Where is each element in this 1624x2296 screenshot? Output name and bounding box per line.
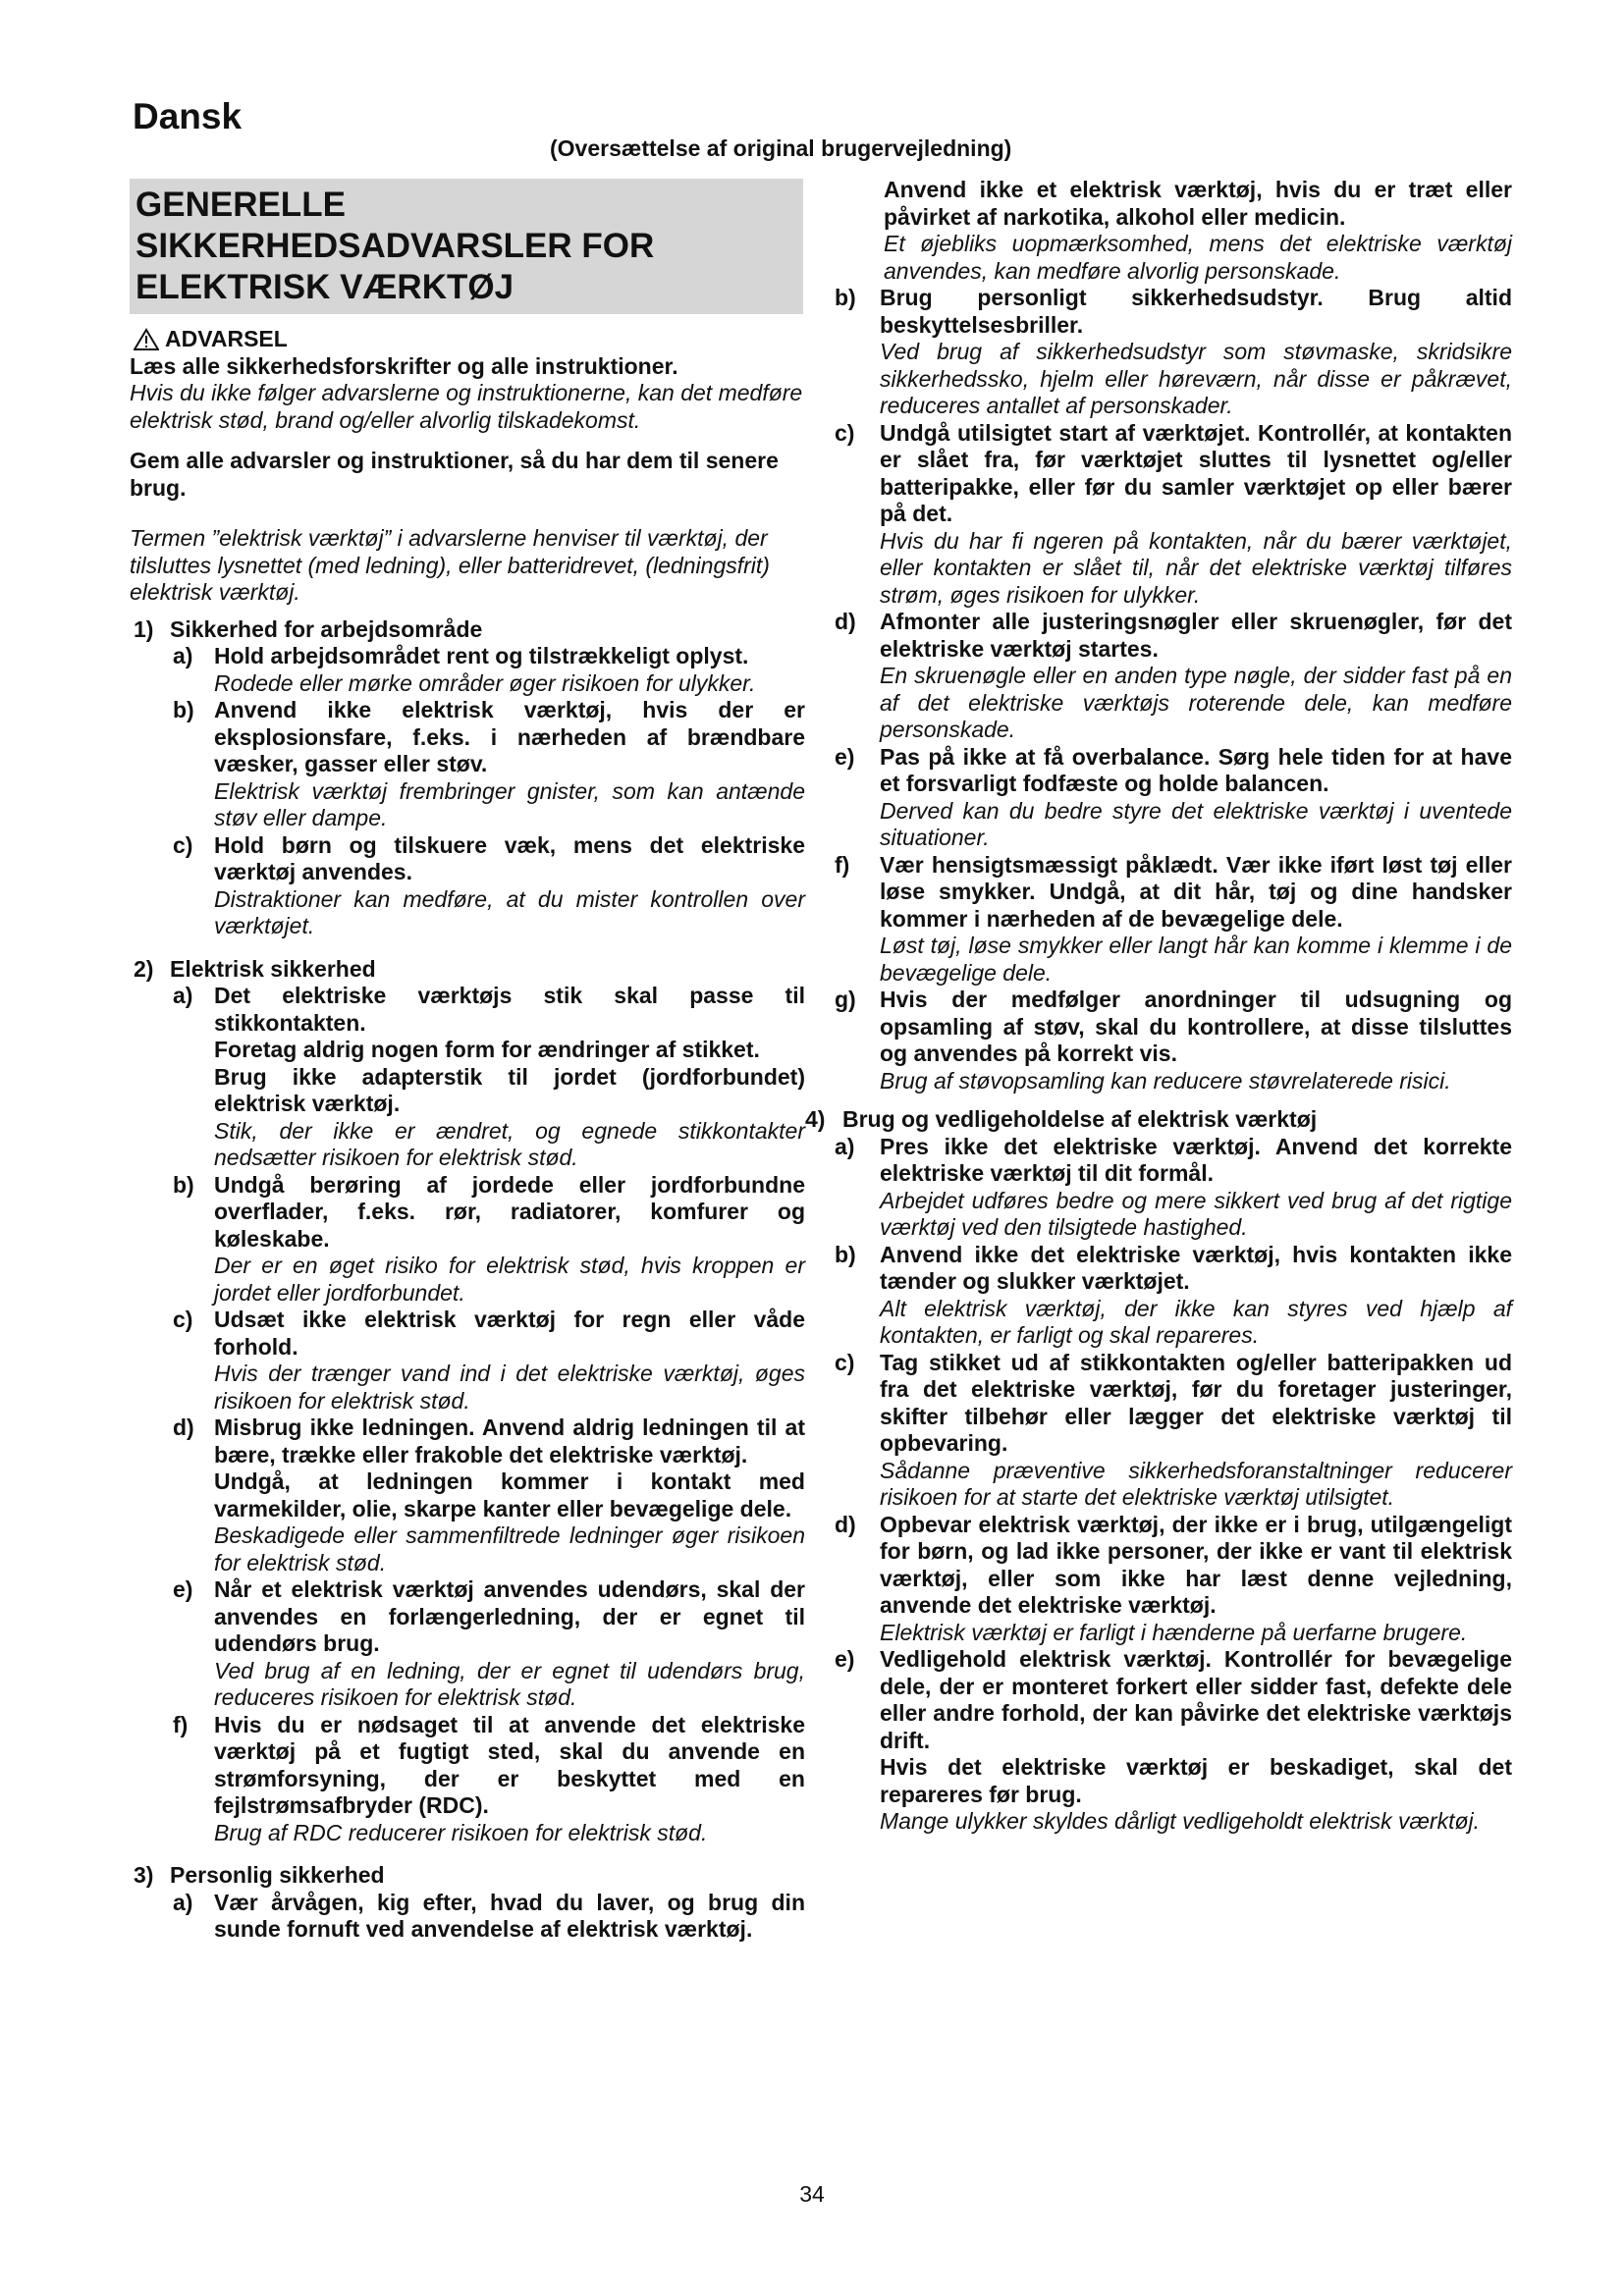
section-banner: [130, 179, 803, 314]
list-item: d) Opbevar elektrisk værktøj, der ikke er i brug, utilgængeligt for børn, og lad ikke personer, der ikke er vant til elektrisk værktøj, eller som ikke har læst denne vejledning, anvende det elektriske værktøj. Elektrisk værktøj er farligt i hænderne på uerfarne brugere.: [835, 1511, 1512, 1645]
section-heading: 4) Brug og vedligeholdelse af elektrisk værktøj: [805, 1106, 1318, 1132]
list-item: f) Hvis du er nødsaget til at anvende det elektriske værktøj på et fugtigt sted, skal du anvende en strømforsyning, der er beskyttet med en fejlstrømsafbryder (RDC). Brug af RDC reducerer risikoen for elektrisk stød.: [173, 1711, 805, 1845]
banner-line: ELEKTRISK VÆRKTØJ: [135, 268, 514, 306]
section-heading: 3) Personlig sikkerhed: [134, 1862, 385, 1888]
warning-text: Termen ”elektrisk værktøj” i advarslerne henviser til værktøj, der tilsluttes lysnettet (med ledning), eller batteridrevet, (ledningsfrit) elektrisk værktøj.: [130, 525, 770, 605]
list-item: c) Tag stikket ud af stikkontakten og/eller batteripakken ud fra det elektriske værktøj, før du foretager justeringer, skifter tilbehør eller lægger det elektriske værktøj til opbevaring. Sådanne præventive sikkerhedsforanstaltninger reducerer risikoen for at starte det elektriske værktøj utilsigtet.: [835, 1349, 1512, 1510]
banner-line: GENERELLE: [135, 186, 346, 224]
list-item: b) Undgå berøring af jordede eller jordforbundne overflader, f.eks. rør, radiatorer, komfurer og køleskabe. Der er en øget risiko for elektrisk stød, hvis kroppen er jordet eller jordforbundet.: [173, 1171, 805, 1306]
list-item: d) Misbrug ikke ledningen. Anvend aldrig ledningen til at bære, trække eller frakoble det elektriske værktøj. Undgå, at ledningen kommer i kontakt med varmekilder, olie, skarpe kanter eller bevægelige dele. Beskadigede eller sammenfiltrede ledninger øger risikoen for elektrisk stød.: [173, 1415, 805, 1575]
document-subtitle: (Oversættelse af original brugervejledning): [550, 135, 1012, 161]
section-heading: 2) Elektrisk sikkerhed: [134, 955, 376, 982]
list-item: c) Udsæt ikke elektrisk værktøj for regn eller våde forhold. Hvis der trænger vand ind i det elektriske værktøj, øges risikoen for elektrisk stød.: [173, 1307, 805, 1414]
right-column: [805, 177, 1512, 1836]
warning-triangle-icon: [134, 328, 159, 351]
banner-line: SIKKERHEDSADVARSLER FOR: [135, 227, 655, 265]
list-item: a) Det elektriske værktøjs stik skal passe til stikkontakten. Foretag aldrig nogen form for ændringer af stikket. Brug ikke adapterstik til jordet (jordforbundet) elektrisk værktøj. Stik, der ikke er ændret, og egnede stikkontakter nedsætter risikoen for elektrisk stød.: [173, 983, 805, 1170]
list-item: c) Undgå utilsigtet start af værktøjet. Kontrollér, at kontakten er slået fra, før værktøjet sluttes til lysnettet og/eller batteripakke, eller før du samler værktøjet op eller bærer på det. Hvis du har fi ngeren på kontakten, når du bærer værktøjet, eller kontakten er slået til, når det elektriske værktøj tilføres strøm, øges risikoen for ulykker.: [835, 419, 1512, 608]
list-item: e) Når et elektrisk værktøj anvendes udendørs, skal der anvendes en forlængerledning, der er egnet til udendørs brug. Ved brug af en ledning, der er egnet til udendørs brug, reduceres risikoen for elektrisk stød.: [173, 1576, 805, 1710]
list-item-continued: Anvend ikke et elektrisk værktøj, hvis du er træt eller påvirket af narkotika, alkohol eller medicin. Et øjebliks uopmærksomhed, mens det elektriske værktøj anvendes, kan medføre alvorlig personskade.: [884, 177, 1512, 284]
list-item: b) Brug personligt sikkerhedsudstyr. Brug altid beskyttelsesbriller. Ved brug af sikkerhedsudstyr som støvmaske, skridsikre sikkerhedssko, hjelm eller høreværn, når disse er påkrævet, reduceres antallet af personskader.: [835, 285, 1512, 418]
section-heading: 1) Sikkerhed for arbejdsområde: [134, 615, 483, 642]
page-number: 34: [799, 2181, 825, 2207]
warning-heading: [134, 326, 805, 353]
list-item: a) Hold arbejdsområdet rent og tilstrækkeligt oplyst. Rodede eller mørke områder øger risikoen for ulykker.: [173, 643, 756, 696]
list-item: a) Pres ikke det elektriske værktøj. Anvend det korrekte elektriske værktøj til dit formål. Arbejdet udføres bedre og mere sikkert ved brug af det rigtige værktøj ved den tilsigtede hastighed.: [835, 1133, 1512, 1240]
list-item: a) Vær årvågen, kig efter, hvad du laver, og brug din sunde fornuft ved anvendelse af elektrisk værktøj.: [173, 1889, 805, 1942]
list-item: e) Vedligehold elektrisk værktøj. Kontrollér for bevægelige dele, der er monteret forkert eller sidder fast, defekte dele eller andre forhold, der kan påvirke det elektriske værktøjs drift. Hvis det elektriske værktøj er beskadiget, skal det repareres før brug. Mange ulykker skyldes dårligt vedligeholdt elektrisk værktøj.: [835, 1646, 1512, 1834]
list-item: b) Anvend ikke elektrisk værktøj, hvis der er eksplosionsfare, f.eks. i nærheden af brændbare væsker, gasser eller støv. Elektrisk værktøj frembringer gnister, som kan antænde støv eller dampe.: [173, 697, 805, 830]
list-item: e) Pas på ikke at få overbalance. Sørg hele tiden for at have et forsvarligt fodfæste og holde balancen. Derved kan du bedre styre det elektriske værktøj i uventede situationer.: [835, 743, 1512, 850]
list-item: g) Hvis der medfølger anordninger til udsugning og opsamling af støv, skal du kontrollere, at disse tilsluttes og anvendes på korrekt vis. Brug af støvopsamling kan reducere støvrelaterede risici.: [835, 987, 1512, 1094]
warning-text: Hvis du ikke følger advarslerne og instruktionerne, kan det medføre elektrisk stød, brand og/eller alvorlig tilskadekomst.: [130, 380, 803, 433]
warning-label: ADVARSEL: [165, 326, 288, 351]
left-column: [130, 179, 805, 1944]
list-item: b) Anvend ikke det elektriske værktøj, hvis kontakten ikke tænder og slukker værktøjet. Alt elektrisk værktøj, der ikke kan styres ved hjælp af kontakten, er farligt og skal repareres.: [835, 1241, 1512, 1348]
list-item: d) Afmonter alle justeringsnøgler eller skruenøgler, før det elektriske værktøj startes. En skruenøgle eller en anden type nøgle, der sidder fast på en af det elektriske værktøjs roterende dele, kan medføre personskade.: [835, 609, 1512, 742]
list-item: f) Vær hensigtsmæssigt påklædt. Vær ikke iført løst tøj eller løse smykker. Undgå, at dit hår, tøj og dine handsker kommer i nærheden af de bevægelige dele. Løst tøj, løse smykker eller langt hår kan komme i klemme i de bevægelige dele.: [835, 851, 1512, 986]
warning-text: Læs alle sikkerhedsforskrifter og alle instruktioner.: [130, 352, 678, 379]
list-item: c) Hold børn og tilskuere væk, mens det elektriske værktøj anvendes. Distraktioner kan medføre, at du mister kontrollen over værktøjet.: [173, 831, 805, 938]
language-heading: Dansk: [133, 96, 243, 136]
warning-text: Gem alle advarsler og instruktioner, så du har dem til senere brug.: [130, 448, 779, 501]
